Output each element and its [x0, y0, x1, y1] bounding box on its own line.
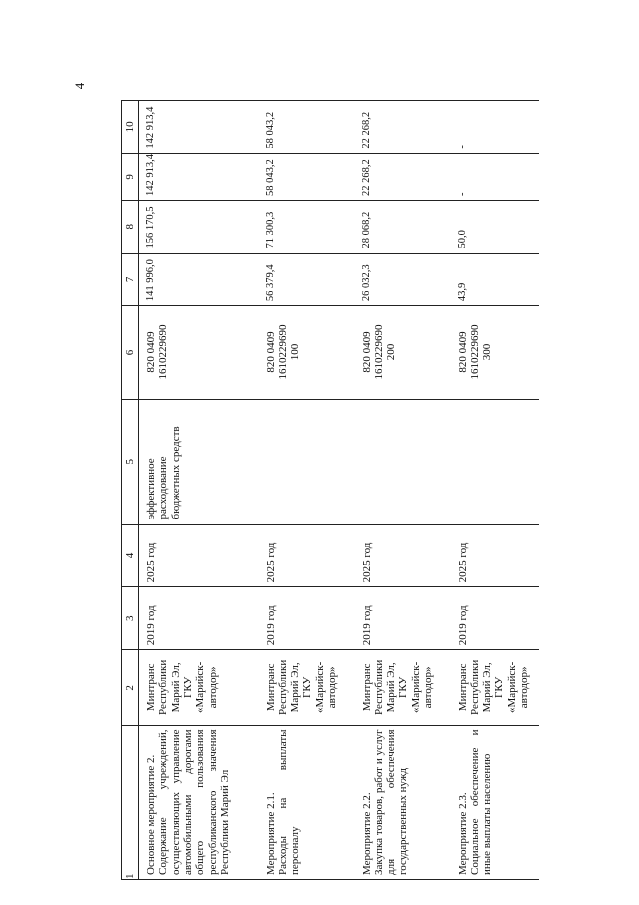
rotated-sheet	[121, 100, 531, 880]
col-header-1: 1	[122, 726, 139, 880]
value-cell: 58 043,2	[259, 153, 355, 200]
budget-code-line: 1610229690	[372, 324, 385, 380]
value-cell: 71 300,3	[259, 201, 355, 254]
end-year-cell: 2025 год	[355, 524, 451, 587]
budget-code-cell	[355, 306, 451, 400]
col-header-6: 6	[122, 306, 139, 400]
table-row	[139, 101, 259, 880]
start-year-cell: 2019 год	[451, 587, 539, 650]
value-cell: 142 913,4	[139, 153, 259, 200]
budget-code-line: 1610229690	[157, 324, 170, 380]
activity-description: Закупка товаров, работ и услуг для обеспечения государственных нужд	[372, 729, 410, 875]
value-cell: 142 913,4	[139, 101, 259, 154]
budget-code-line: 300	[481, 343, 494, 361]
budget-code-line: 820 0409	[145, 331, 157, 373]
value-cell: 56 379,4	[259, 253, 355, 306]
executor-cell: Минтранс Республики Марий Эл, ГКУ «Марийск-автодор»	[139, 650, 259, 726]
table-row	[451, 101, 539, 880]
col-header-5: 5	[122, 399, 139, 524]
budget-code-cell	[259, 306, 355, 400]
activity-description: Содержание учреждений, осуществляющих управление автомобильными дорогами общего пользования республиканского значения Республики Марий Эл	[157, 729, 231, 875]
budget-code-line: 820 0409	[456, 331, 469, 373]
result-cell	[451, 399, 539, 524]
col-header-3: 3	[122, 587, 139, 650]
value-cell: 50,0	[451, 201, 539, 254]
col-header-4: 4	[122, 524, 139, 587]
budget-code-line: 1610229690	[468, 324, 481, 380]
executor-cell: Минтранс Республики Марий Эл, ГКУ «Марийск-автодор»	[259, 650, 355, 726]
budget-code-line: 820 0409	[360, 331, 373, 373]
value-cell: 22 268,2	[355, 101, 451, 154]
budget-table	[121, 100, 539, 880]
value-cell: -	[451, 153, 539, 200]
start-year-cell: 2019 год	[139, 587, 259, 650]
table-row	[355, 101, 451, 880]
executor-cell: Минтранс Республики Марий Эл, ГКУ «Марийск-автодор»	[355, 650, 451, 726]
result-cell	[259, 399, 355, 524]
value-cell: 58 043,2	[259, 101, 355, 154]
budget-code-line: 820 0409	[264, 331, 277, 373]
value-cell: 26 032,3	[355, 253, 451, 306]
budget-code-line: 200	[385, 343, 398, 361]
activity-cell	[451, 726, 539, 880]
result-cell	[355, 399, 451, 524]
activity-cell	[139, 726, 259, 880]
value-cell: 22 268,2	[355, 153, 451, 200]
col-header-8: 8	[122, 201, 139, 254]
page-number: 4	[72, 82, 87, 90]
col-header-10: 10	[122, 101, 139, 154]
activity-cell	[355, 726, 451, 880]
value-cell: 141 996,0	[139, 253, 259, 306]
value-cell: 156 170,5	[139, 201, 259, 254]
activity-cell	[259, 726, 355, 880]
start-year-cell: 2019 год	[355, 587, 451, 650]
end-year-cell: 2025 год	[139, 524, 259, 587]
table-row	[259, 101, 355, 880]
end-year-cell: 2025 год	[451, 524, 539, 587]
activity-number: Основное мероприятие 2.	[145, 754, 157, 875]
value-cell: 43,9	[451, 253, 539, 306]
result-cell: эффективное расходование бюджетных средств	[139, 399, 259, 524]
value-cell: -	[451, 101, 539, 154]
budget-code-line: 1610229690	[276, 324, 289, 380]
value-cell: 28 068,2	[355, 201, 451, 254]
executor-cell: Минтранс Республики Марий Эл, ГКУ «Марийск-автодор»	[451, 650, 539, 726]
end-year-cell: 2025 год	[259, 524, 355, 587]
activity-description: Расходы на выплаты персоналу	[276, 729, 302, 875]
activity-number: Мероприятие 2.1.	[264, 792, 277, 875]
budget-code-cell	[451, 306, 539, 400]
col-header-7: 7	[122, 253, 139, 306]
activity-number: Мероприятие 2.3.	[456, 792, 469, 875]
start-year-cell: 2019 год	[259, 587, 355, 650]
col-header-2: 2	[122, 650, 139, 726]
activity-description: Социальное обеспечение и иные выплаты населению	[468, 729, 494, 875]
budget-code-cell	[139, 306, 259, 400]
activity-number: Мероприятие 2.2.	[360, 792, 373, 875]
col-header-9: 9	[122, 153, 139, 200]
budget-code-line: 100	[289, 343, 302, 361]
column-number-row	[122, 101, 139, 880]
